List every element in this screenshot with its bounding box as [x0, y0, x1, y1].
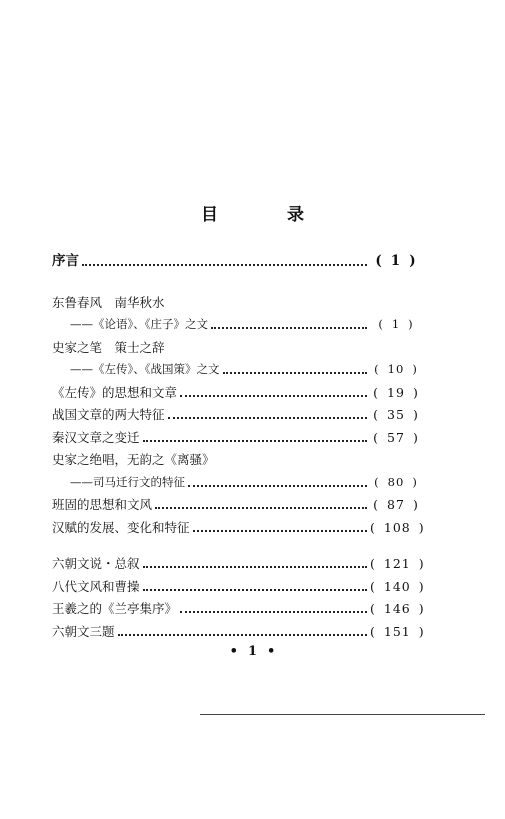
dot-leader [143, 589, 367, 591]
section-gap [52, 275, 422, 293]
folio-number: 1 [247, 644, 258, 659]
toc-entry-title: 史家之绝唱，无韵之《离骚》 [52, 452, 215, 467]
toc-entry-title: 东鲁春风 南华秋水 [52, 294, 165, 310]
toc-entry-title: 六朝文三题 [52, 623, 115, 639]
toc-entry [52, 338, 422, 357]
toc-entry-page: ( 1 ) [370, 315, 422, 334]
toc-entry-page: ( 19 ) [370, 383, 422, 402]
toc-entry-title: 《左传》的思想和文章 [52, 384, 178, 400]
dot-leader [180, 395, 367, 397]
table-of-contents [52, 252, 422, 644]
toc-entry-title: ——《论语》、《庄子》之文 [70, 317, 208, 331]
dot-leader [211, 327, 367, 329]
toc-entry [52, 518, 422, 537]
toc-entry [52, 428, 422, 447]
toc-entry-page: ( 87 ) [370, 495, 422, 514]
toc-entry-page: ( 57 ) [370, 428, 422, 447]
dot-leader [180, 611, 367, 613]
toc-entry [52, 360, 422, 379]
toc-entry-page: ( 80 ) [370, 473, 422, 492]
toc-entry [52, 554, 422, 573]
toc-entry [52, 473, 422, 492]
toc-entry-title: 班固的思想和文风 [52, 497, 153, 512]
toc-entry-page: ( 1 ) [370, 252, 422, 271]
bottom-rule [200, 714, 485, 715]
dot-leader [143, 440, 367, 442]
toc-entry-title: 序言 [52, 253, 79, 269]
dot-leader [143, 566, 367, 568]
toc-entry-page: ( 35 ) [370, 405, 422, 424]
dot-leader [118, 634, 367, 636]
toc-entry-title: 史家之笔 策士之辞 [52, 339, 165, 355]
dot-leader [82, 264, 367, 266]
toc-entry-page: ( 140 ) [370, 577, 422, 596]
page-title: 目 录 [201, 205, 330, 225]
toc-entry-title: 八代文风和曹操 [52, 578, 140, 594]
toc-entry [52, 383, 422, 402]
toc-entry-page: ( 151 ) [370, 622, 422, 641]
section-gap [52, 540, 422, 554]
toc-entry-title: ——司马迁行文的特征 [70, 474, 185, 489]
dot-leader [188, 485, 367, 487]
toc-entry-page: ( 121 ) [370, 554, 422, 573]
toc-entry [52, 450, 422, 469]
dot-leader [223, 372, 368, 374]
toc-entry [52, 622, 422, 641]
toc-entry-page: ( 10 ) [370, 360, 422, 379]
toc-entry-title: 汉赋的发展、变化和特征 [52, 519, 190, 535]
toc-entry-title: 王羲之的《兰亭集序》 [52, 601, 178, 616]
folio-dot-icon: • [267, 644, 276, 659]
page-number [0, 644, 505, 659]
toc-entry [52, 405, 422, 424]
toc-entry-title: 战国文章的两大特征 [52, 407, 165, 422]
toc-entry-page: ( 146 ) [370, 599, 422, 618]
dot-leader [155, 507, 367, 509]
toc-entry [52, 252, 422, 271]
dot-leader [193, 530, 367, 532]
toc-entry-title: ——《左传》、《战国策》之文 [70, 362, 220, 376]
toc-entry-title: 六朝文说・总叙 [52, 556, 140, 571]
toc-entry [52, 293, 422, 312]
toc-entry [52, 315, 422, 334]
toc-entry [52, 577, 422, 596]
toc-entry-page: ( 108 ) [370, 518, 422, 537]
toc-entry [52, 495, 422, 514]
dot-leader [168, 417, 367, 419]
folio-dot-icon: • [229, 644, 238, 659]
toc-entry-title: 秦汉文章之变迁 [52, 429, 140, 445]
toc-entry [52, 599, 422, 618]
